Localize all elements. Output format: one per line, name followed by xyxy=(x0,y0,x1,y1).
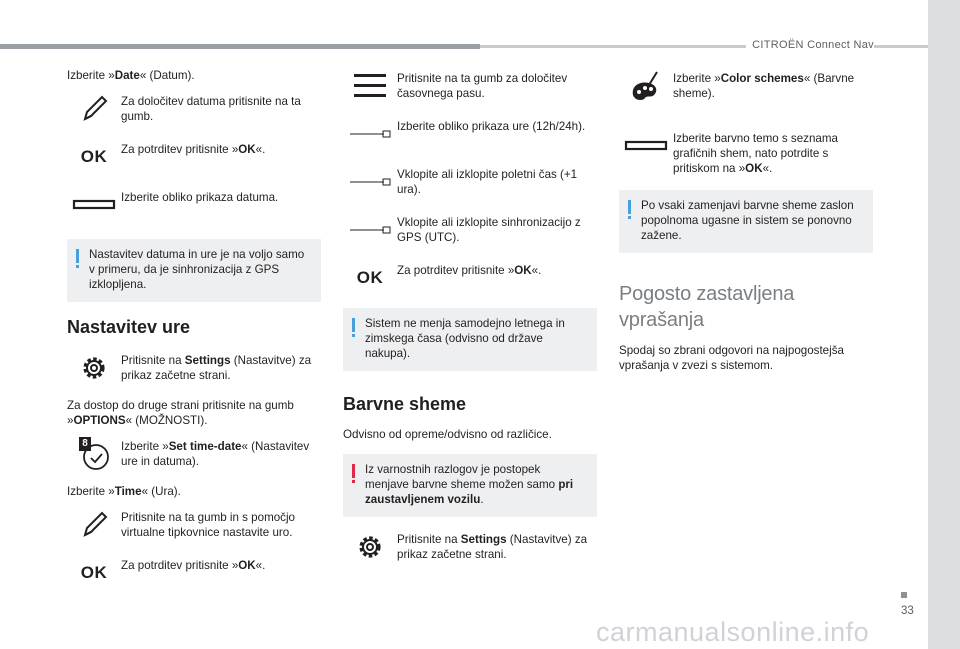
color-schemes-paragraph: Odvisno od opreme/odvisno od različice. xyxy=(343,427,552,441)
column-3 xyxy=(619,68,873,382)
heading-time-settings: Nastavitev ure xyxy=(67,317,191,338)
step-color-schemes xyxy=(619,68,873,106)
info-note-dst: Sistem ne menja samodejno letnega in zimskega časa (odvisno od države nakupa). xyxy=(343,308,597,371)
step-date-edit xyxy=(67,91,321,129)
header-rule-dark xyxy=(0,44,480,49)
info-icon xyxy=(76,249,79,263)
step-color-schemes-text: Izberite »Color schemes« (Barvne sheme). xyxy=(673,72,855,101)
toggle-icon xyxy=(343,212,397,248)
heading-faq: Pogosto zastavljena vprašanja xyxy=(619,283,795,332)
column-2 xyxy=(343,68,597,577)
step-time-confirm xyxy=(67,555,321,593)
list-select-icon xyxy=(619,128,673,164)
step-date-confirm-text: Za potrditev pritisnite »OK«. xyxy=(121,143,266,157)
watermark: carmanualsonline.info xyxy=(596,617,870,647)
step-timezone xyxy=(343,68,597,106)
clock-icon xyxy=(67,436,121,472)
gear-icon xyxy=(67,350,121,386)
warning-icon xyxy=(352,464,355,478)
page-badge: 8 xyxy=(79,437,91,451)
step-select-theme-text: Izberite barvno temo s seznama grafičnih shem, nato potrdite s pritiskom na »OK«. xyxy=(673,132,838,176)
step-confirm-time-text: Za potrditev pritisnite »OK«. xyxy=(397,264,542,277)
palette-icon xyxy=(619,68,673,104)
ok-icon: OK xyxy=(80,147,108,167)
step-time-edit-text: Pritisnite na ta gumb in s pomočjo virtualne tipkovnice nastavite uro. xyxy=(121,510,295,539)
page-end-marker xyxy=(901,592,907,598)
step-set-time-date-text: Izberite »Set time-date« (Nastavitev ure in datuma). xyxy=(121,439,310,468)
brand-header: CITROËN Connect Nav xyxy=(746,38,874,52)
gear-icon xyxy=(343,529,397,565)
step-gps-sync xyxy=(343,212,597,250)
step-time-edit xyxy=(67,507,321,545)
step-open-settings-color xyxy=(343,529,597,567)
options-paragraph: Za dostop do druge strani pritisnite na gumb »OPTIONS« (MOŽNOSTI). xyxy=(67,398,294,427)
step-set-time-date xyxy=(67,436,321,474)
step-gps-sync-text: Vklopite ali izklopite sinhronizacijo z GPS (UTC). xyxy=(397,216,581,245)
toggle-icon xyxy=(343,164,397,200)
step-time-confirm-text: Za potrditev pritisnite »OK«. xyxy=(121,558,266,572)
list-select-icon xyxy=(67,187,121,223)
info-icon xyxy=(628,200,631,214)
heading-color-schemes: Barvne sheme xyxy=(343,394,467,415)
step-date-confirm xyxy=(67,139,321,177)
ok-icon: OK xyxy=(356,267,384,287)
step-confirm-time xyxy=(343,260,597,298)
faq-paragraph: Spodaj so zbrani odgovori na najpogostejša vprašanja v zvezi s sistemom. xyxy=(619,344,844,373)
step-date-format-text: Izberite obliko prikaza datuma. xyxy=(121,191,279,205)
info-icon xyxy=(352,318,355,332)
step-open-settings-color-text: Pritisnite na Settings (Nastavitve) za prikaz začetne strani. xyxy=(397,532,588,561)
intro-time: Izberite »Time« (Ura). xyxy=(67,484,181,498)
intro-date: Izberite »Date« (Datum). xyxy=(67,69,195,82)
page-side-band xyxy=(928,0,960,649)
step-date-format xyxy=(67,187,321,225)
pencil-icon xyxy=(67,507,121,543)
pencil-icon xyxy=(67,91,121,127)
info-note-date: Nastavitev datuma in ure je na voljo samo v primeru, da je sinhronizacija z GPS izklopljena. xyxy=(67,239,321,302)
toggle-icon xyxy=(343,116,397,152)
warning-note-color: Iz varnostnih razlogov je postopek menjave barvne sheme možen samo pri zaustavljenem vozilu. xyxy=(343,454,597,517)
step-open-settings xyxy=(67,350,321,388)
step-date-edit-text: Za določitev datuma pritisnite na ta gumb. xyxy=(121,95,301,124)
step-select-theme xyxy=(619,128,873,176)
step-summer-time xyxy=(343,164,597,202)
info-note-restart: Po vsaki zamenjavi barvne sheme zaslon popolnoma ugasne in sistem se ponovno zažene. xyxy=(619,190,873,253)
ok-icon: OK xyxy=(80,562,108,582)
column-1 xyxy=(67,68,321,603)
step-summer-time-text: Vklopite ali izklopite poletni čas (+1 ura). xyxy=(397,168,578,197)
menu-icon xyxy=(343,68,397,104)
page-number: 33 xyxy=(901,605,914,617)
step-time-format-text: Izberite obliko prikaza ure (12h/24h). xyxy=(397,120,586,133)
step-open-settings-text: Pritisnite na Settings (Nastavitve) za prikaz začetne strani. xyxy=(121,353,312,382)
step-timezone-text: Pritisnite na ta gumb za določitev časovnega pasu. xyxy=(397,72,568,101)
step-time-format xyxy=(343,116,597,154)
